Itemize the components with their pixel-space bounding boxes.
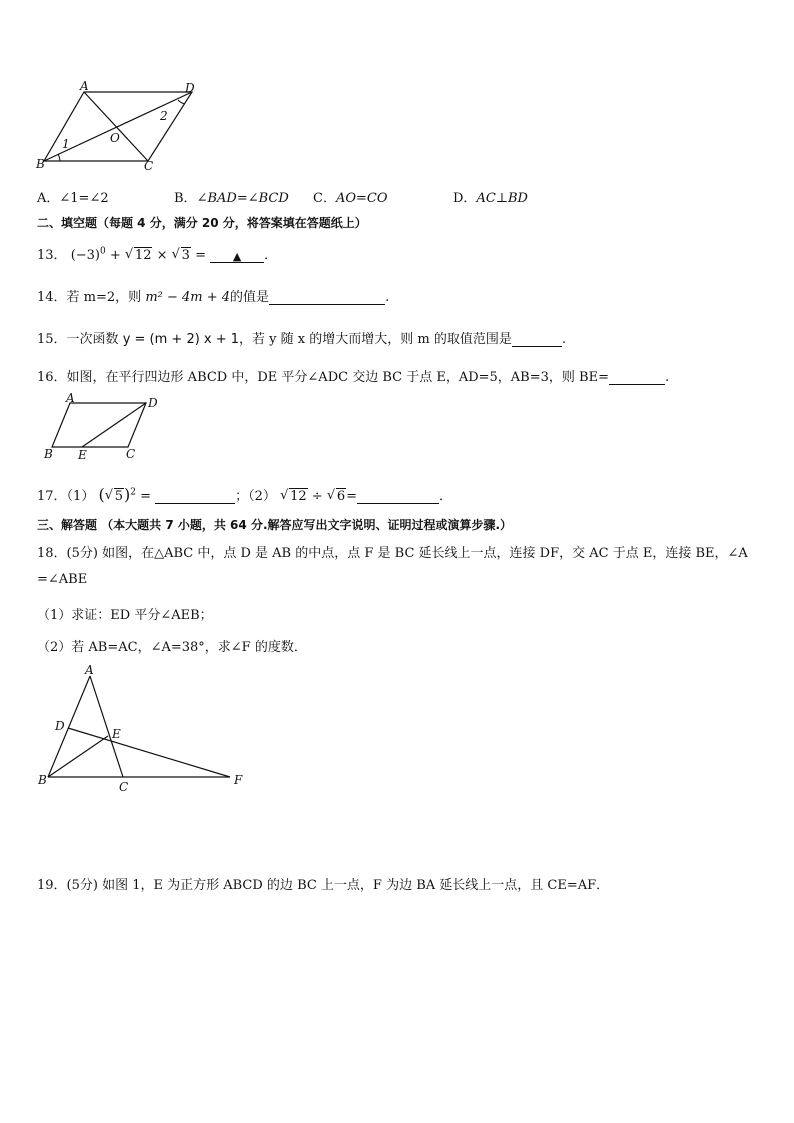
q13-sqrt3-radicand: 3 xyxy=(181,248,190,263)
q12-option-c[interactable] xyxy=(313,187,388,206)
fig18-label-E: E xyxy=(112,727,121,741)
q17-answer-blank-2[interactable] xyxy=(357,490,439,504)
question-15 xyxy=(37,328,566,347)
section3-title: 三、解答题 （本大题共 7 小题，共 64 分.解答应写出文字说明、证明过程或演算步骤.） xyxy=(37,518,513,532)
question-13 xyxy=(37,244,277,263)
q17-divide: ÷ xyxy=(311,489,323,504)
q15-pre: 一次函数 xyxy=(66,332,119,347)
figure-q16-parallelogram xyxy=(40,392,170,464)
q17-sqrt5-squared: ( xyxy=(98,485,105,504)
question-16 xyxy=(37,366,669,385)
question-14 xyxy=(37,286,389,305)
q17-sqrt12-radicand: 12 xyxy=(290,489,307,504)
q13-plus: + xyxy=(109,248,121,263)
q15-number: 15． xyxy=(37,332,67,347)
q17-exponent: 2 xyxy=(130,487,136,498)
q16-text: 如图，在平行四边形 ABCD 中，DE 平分∠ADC 交边 BC 于点 E，AD=5，AB=3，则 BE= xyxy=(66,370,609,385)
q15-expression: y = (m + 2) x + 1 xyxy=(122,332,240,347)
q13-times: × xyxy=(156,248,168,263)
q13-base: (−3) xyxy=(70,248,100,263)
q14-number: 14． xyxy=(37,290,67,305)
fig18-label-A: A xyxy=(85,664,94,677)
fig12-label-1: 1 xyxy=(62,137,70,151)
figure-q12-parallelogram xyxy=(30,76,210,176)
q17-answer-blank-1[interactable] xyxy=(155,490,235,504)
q17-number: 17． xyxy=(37,489,67,504)
fig18-label-F: F xyxy=(234,773,243,787)
q13-number: 13． xyxy=(37,248,67,263)
q13-end: ． xyxy=(264,248,278,263)
q14-end: . xyxy=(385,290,390,305)
q13-answer-blank[interactable] xyxy=(210,249,264,263)
q18-sub2: （2）若 AB=AC，∠A=38°，求∠F 的度数． xyxy=(37,640,307,655)
question-17 xyxy=(37,485,452,504)
q12-option-c-text: AO=CO xyxy=(335,191,388,206)
fig16-label-C: C xyxy=(126,447,136,461)
fig16-label-D: D xyxy=(148,396,158,410)
q12-option-b-text: ∠BAD=∠BCD xyxy=(196,191,289,206)
q18-line2: =∠ABE xyxy=(37,572,88,587)
q13-sqrt3 xyxy=(172,248,191,263)
q17-separator: ；（2） xyxy=(235,489,276,504)
q13-sqrt12 xyxy=(125,248,153,263)
q12-option-b[interactable] xyxy=(174,187,289,206)
q13-sqrt12-radicand: 12 xyxy=(134,248,152,263)
q17-part1-label: （1） xyxy=(66,489,95,504)
figure-q18-triangle xyxy=(30,664,260,796)
q14-pre: 若 m=2，则 xyxy=(66,290,142,305)
q19-text: 19．(5分) 如图 1，E 为正方形 ABCD 的边 BC 上一点，F 为边 BA 延长线上一点，且 CE=AF． xyxy=(37,878,610,893)
q12-option-d-key: D． xyxy=(453,191,477,206)
q17-equals-2: = xyxy=(346,489,358,504)
q16-number: 16． xyxy=(37,370,67,385)
q12-option-b-key: B． xyxy=(174,191,197,206)
fig16-label-E: E xyxy=(78,448,87,462)
fig12-label-O: O xyxy=(110,131,120,145)
fig18-label-B: B xyxy=(38,773,47,787)
q17-equals-1: = xyxy=(140,489,152,504)
fig16-label-B: B xyxy=(44,447,53,461)
q15-answer-blank[interactable] xyxy=(512,333,562,347)
q17-close-paren: ) xyxy=(124,485,131,504)
fig16-label-A: A xyxy=(66,392,75,405)
q16-end: . xyxy=(664,370,670,385)
q12-option-a[interactable] xyxy=(37,187,109,206)
fig12-label-2: 2 xyxy=(160,109,168,123)
q15-end: . xyxy=(561,332,566,347)
fig18-label-C: C xyxy=(119,780,129,794)
q18-sub1: （1）求证：ED 平分∠AEB； xyxy=(37,608,213,623)
fig12-label-B: B xyxy=(36,157,45,171)
q13-equals: = xyxy=(195,248,206,263)
q14-post: 的值是 xyxy=(230,290,270,305)
q16-answer-blank[interactable] xyxy=(609,371,665,385)
q13-exponent: 0 xyxy=(100,246,106,257)
q12-option-d-text: AC⊥BD xyxy=(476,191,528,206)
fig12-label-C: C xyxy=(144,159,154,173)
q12-option-a-text: ∠1=∠2 xyxy=(59,191,109,206)
fig12-label-D: D xyxy=(185,81,195,95)
q14-answer-blank[interactable] xyxy=(269,291,385,305)
q17-sqrt5-radicand: 5 xyxy=(114,489,123,504)
q13-answer-marker: ▲ xyxy=(232,250,242,263)
q15-post: ，若 y 随 x 的增大而增大，则 m 的取值范围是 xyxy=(239,332,512,347)
q17-sqrt6-radicand: 6 xyxy=(336,489,346,504)
q17-sqrt6 xyxy=(327,489,346,504)
q12-option-c-key: C． xyxy=(313,191,336,206)
q18-line1: 18．(5分) 如图，在△ABC 中，点 D 是 AB 的中点，点 F 是 BC 延长线上一点，连接 DF，交 AC 于点 E，连接 BE，∠A xyxy=(37,546,748,561)
fig18-label-D: D xyxy=(55,719,65,733)
q17-sqrt12 xyxy=(280,489,308,504)
section2-title: 二、填空题（每题 4 分，满分 20 分，将答案填在答题纸上） xyxy=(37,216,367,230)
q12-option-d[interactable] xyxy=(453,187,528,206)
q17-sqrt5 xyxy=(105,489,124,504)
q17-end: ． xyxy=(439,489,453,504)
q14-expression: m² − 4m + 4 xyxy=(145,290,231,305)
fig12-label-A: A xyxy=(80,79,89,93)
q12-option-a-key: A． xyxy=(37,191,60,206)
